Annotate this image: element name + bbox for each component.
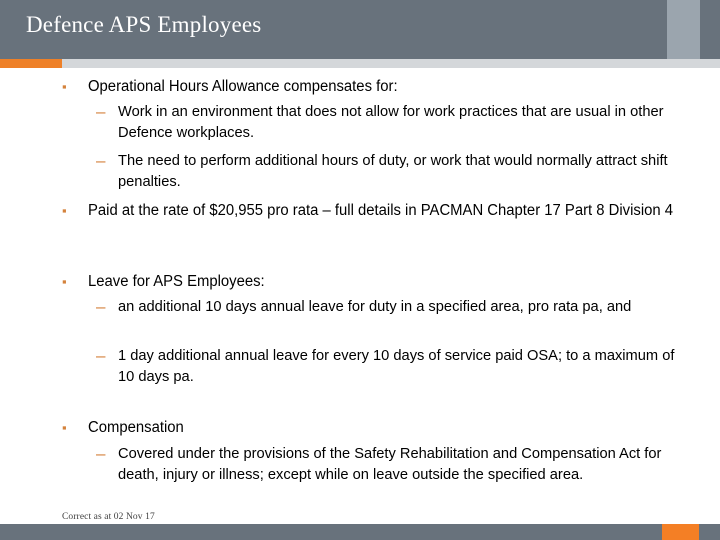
bullet-square-icon: ▪ xyxy=(62,420,67,435)
list-item-text: 1 day additional annual leave for every 10 days of service paid OSA; to a maximum of 10 days pa. xyxy=(118,347,675,385)
list-item xyxy=(0,271,720,292)
slide-footer-band xyxy=(0,524,720,540)
header-accent-stripe xyxy=(667,0,700,59)
bullet-square-icon: ▪ xyxy=(62,274,67,289)
list-item xyxy=(0,101,720,143)
list-item xyxy=(0,200,720,221)
list-item-text: Paid at the rate of $20,955 pro rata – full details in PACMAN Chapter 17 Part 8 Division 4 xyxy=(88,202,674,219)
dash-bullet-icon: – xyxy=(96,151,106,170)
footer-note: Correct as at 02 Nov 17 xyxy=(62,512,155,522)
footer-orange-accent xyxy=(662,524,699,540)
dash-bullet-icon: – xyxy=(96,297,106,316)
list-item xyxy=(0,76,720,97)
dash-bullet-icon: – xyxy=(96,102,106,121)
list-item-text: an additional 10 days annual leave for duty in a specified area, pro rata pa, and xyxy=(118,298,632,315)
bullet-square-icon: ▪ xyxy=(62,203,67,218)
list-item-text: Covered under the provisions of the Safety Rehabilitation and Compensation Act for death, injury or illness; except while on leave outside the specified area. xyxy=(118,445,662,483)
dash-bullet-icon: – xyxy=(96,346,106,365)
list-item-text: Compensation xyxy=(88,419,184,436)
page-title: Defence APS Employees xyxy=(26,12,262,37)
list-item xyxy=(0,345,720,387)
list-item-text: Operational Hours Allowance compensates for: xyxy=(88,78,398,95)
dash-bullet-icon: – xyxy=(96,444,106,463)
list-item-text: The need to perform additional hours of duty, or work that would normally attract shift penalties. xyxy=(118,152,668,190)
list-item xyxy=(0,417,720,438)
header-underline-band xyxy=(0,59,720,68)
list-item-text: Leave for APS Employees: xyxy=(88,273,265,290)
bullet-square-icon: ▪ xyxy=(62,79,67,94)
header-orange-accent xyxy=(0,59,62,68)
slide-body xyxy=(0,72,720,504)
list-item-text: Work in an environment that does not allow for work practices that are usual in other Defence workplaces. xyxy=(118,103,664,141)
list-item xyxy=(0,296,720,317)
list-item xyxy=(0,150,720,192)
list-item xyxy=(0,443,720,485)
